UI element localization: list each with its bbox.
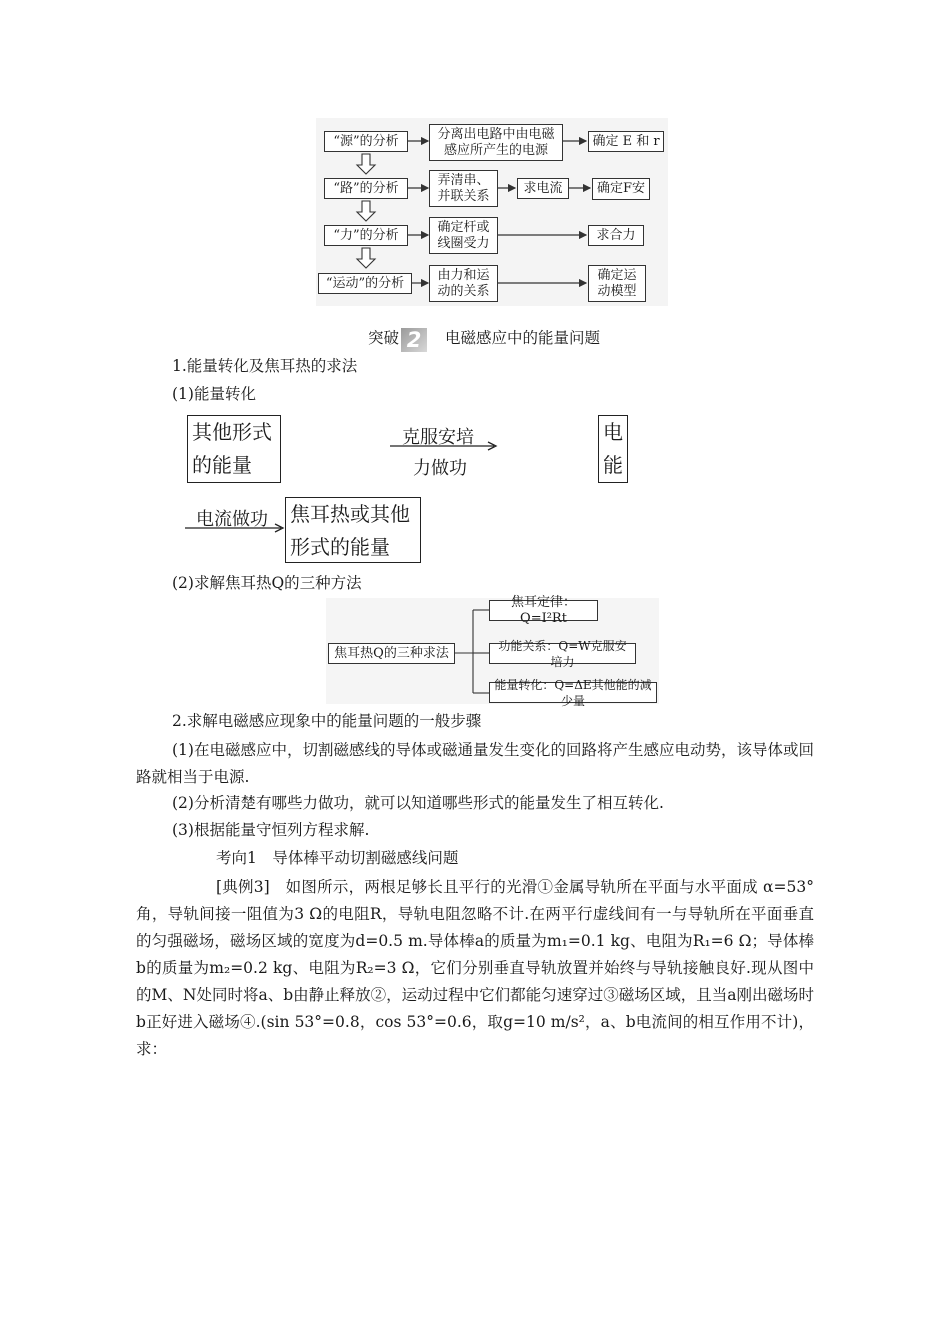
joule-heat-box: 焦耳热或其他形式的能量	[285, 497, 421, 563]
fc-force-box: “力”的分析	[324, 225, 408, 246]
step-2: (2)分析清楚有哪些力做功，就可以知道哪些形式的能量发生了相互转化.	[172, 794, 664, 812]
fc-source-detail-box: 分离出电路中由电磁感应所产生的电源	[429, 124, 563, 161]
heading-1-1: (1)能量转化	[172, 385, 256, 403]
heading-1: 1.能量转化及焦耳热的求法	[172, 357, 358, 375]
fc-motion-box: “运动”的分析	[318, 273, 412, 294]
arrow-2	[183, 522, 287, 534]
fc-net-force-box: 求合力	[588, 225, 644, 246]
fc-ampere-force-box: 确定F安	[592, 178, 650, 200]
section-heading	[368, 327, 600, 352]
fc-determine-e-r-box: 确定 E 和 r	[588, 131, 664, 152]
q-method-energy-conversion: 能量转化：Q=ΔE其他能的减少量	[489, 682, 657, 703]
q-methods-diagram	[326, 594, 659, 708]
q-method-joule-law: 焦耳定律：Q=I²Rt	[489, 600, 598, 621]
section-number-badge: 2	[401, 328, 427, 352]
fc-series-parallel-box: 弄清串、并联关系	[429, 170, 498, 207]
fc-motion-detail-box: 由力和运动的关系	[429, 265, 498, 302]
current-work-label: 电流做功	[196, 509, 268, 530]
section-prefix: 突破	[368, 329, 400, 347]
q-method-work-energy: 功能关系：Q=W克服安培力	[489, 643, 636, 664]
section-title: 电磁感应中的能量问题	[445, 329, 601, 347]
kaoxiang-heading: 考向1 导体棒平动切割磁感线问题	[216, 849, 459, 867]
electric-energy-box: 电能	[598, 415, 628, 483]
other-energy-box: 其他形式的能量	[187, 415, 281, 483]
fc-force-detail-box: 确定杆或线圈受力	[429, 217, 498, 254]
example-3-text: [典例3] 如图所示，两根足够长且平行的光滑①金属导轨所在平面与水平面成 α=53°角，导轨间接一阻值为3 Ω的电阻R，导轨电阻忽略不计.在两平行虚线间有一与导轨所在平面垂直的匀强磁场，磁场区域的宽度为d=0.5 m.导体棒a的质量为m₁=0.1 kg、电阻为R₁=6 Ω；导体棒b的质量为m₂=0.2 kg、电阻为R₂=3 Ω，它们分别垂直导轨放置并始终与导轨接触良好.现从图中的M、N处同时将a、b由静止释放②，运动过程中它们都能匀速穿过③磁场区域，且当a刚出磁场时b正好进入磁场④.(sin 53°=0.8，cos 53°=0.6，取g=10 m/s²，a、b电流间的相互作用不计)，求：	[136, 878, 814, 1058]
overcome-ampere-label: 克服安培	[402, 427, 474, 448]
step-3: (3)根据能量守恒列方程求解.	[172, 821, 370, 839]
fc-current-box: 求电流	[517, 178, 569, 199]
q-methods-root: 焦耳热Q的三种求法	[328, 643, 455, 664]
fc-source-box: “源”的分析	[324, 131, 408, 152]
heading-2: 2.求解电磁感应现象中的能量问题的一般步骤	[172, 712, 482, 730]
arrow-1	[388, 440, 500, 452]
flowchart-source-analysis	[316, 118, 668, 306]
step-1: (1)在电磁感应中，切割磁感线的导体或磁通量发生变化的回路将产生感应电动势，该导体或回路就相当于电源.	[136, 741, 814, 786]
fc-circuit-box: “路”的分析	[324, 178, 408, 199]
fc-motion-model-box: 确定运动模型	[588, 265, 646, 302]
ampere-work-label: 力做功	[413, 458, 467, 479]
heading-1-2: (2)求解焦耳热Q的三种方法	[172, 574, 362, 592]
